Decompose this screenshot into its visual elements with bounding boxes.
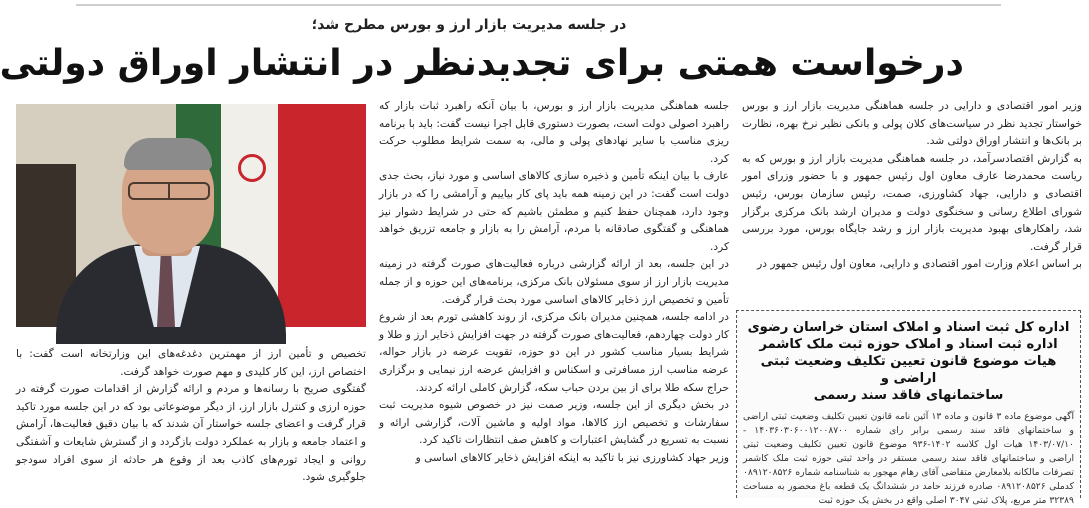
article-column-left xyxy=(16,346,366,496)
paragraph: در بخش دیگری از این جلسه، وزیر صمت نیز در خصوص شیوه مدیریت ثبت سفارشات و تخصیص ارز کالاها، مواد اولیه و ماشین آلات، گزارشی ارائه و نسبت به تسریع در گشایش اعتبارات و کاهش صف انتظارات تاکید کرد. xyxy=(379,399,729,447)
paragraph: بر اساس اعلام وزارت امور اقتصادی و دارایی، معاون اول رئیس جمهور در xyxy=(757,258,1082,271)
top-rule xyxy=(76,4,1001,6)
paragraph: گفتگوی صریح با رسانه‌ها و مردم و ارائه گزارش از اقدامات صورت گرفته در حوزه ارزی و کنترل بازار ارز، از دیگر موضوعاتی بود که در این جلسه مورد تاکید قرار گرفت و اعضای جلسه خواستار آن شدند که با بیان دقیق فعالیت‌ها، آرامش و اعتماد جامعه و بازار به عملکرد دولت بازگردد و از گسترش شایعات و آشفتگی روانی و ایجاد تورم‌های کاذب بعد از وقوع هر حادثه از سوی افراد سودجو جلوگیری شود. xyxy=(16,383,366,484)
notice-title-line: اداره کل ثبت اسناد و املاک استان خراسان رضوی xyxy=(747,320,1070,335)
paragraph: به گزارش اقتصادسرآمد، در جلسه هماهنگی مدیریت بازار ارز و بورس که به ریاست محمدرضا عارف معاون اول رئیس جمهور و با حضور وزرای امور اقتصادی و دارایی، جهاد کشاورزی، صمت، رئیس سازمان بورس، رئیس شورای اطلاع رسانی و سخنگوی دولت و مدیران ارشد بانک مرکزی برگزار شد، راهکارهای بهبود مدیریت بازار ارز و رشد جایگاه بورس، مورد بررسی قرار گرفت. xyxy=(742,152,1082,253)
article-headline: درخواست همتی برای تجدیدنظر در انتشار اوراق دولتی xyxy=(0,43,964,84)
paragraph: جلسه هماهنگی مدیریت بازار ارز و بورس، با بیان آنکه راهبرد ثبات بازار که راهبرد اصولی دولت است، بصورت دستوری قابل اجرا نیست گفت: باید با برنامه ریزی مناسب با سایر نهادهای پولی و مالی، به سمت شرایط مطلوب حرکت کرد. xyxy=(379,100,729,165)
notice-title-line: هیات موضوع قانون تعیین تکلیف وضعیت ثبتی اراضی و xyxy=(760,354,1057,386)
paragraph: وزیر جهاد کشاورزی نیز با تاکید به اینکه افزایش ذخایر کالاهای اساسی و xyxy=(415,451,729,464)
article-column-right xyxy=(742,98,1082,294)
notice-title-line: ساختمانهای فاقد سند رسمی xyxy=(813,388,1004,403)
flag-emblem-icon xyxy=(238,154,266,182)
flag-red-stripe xyxy=(278,104,366,327)
paragraph: وزیر امور اقتصادی و دارایی در جلسه هماهنگی مدیریت بازار ارز و بورس خواستار تجدید نظر در سیاست‌های کلان پولی و بانکی نظیر نرخ بهره، نظارت بر بانک‌ها و انتشار اوراق دولتی شد. xyxy=(742,100,1082,148)
person-hair xyxy=(124,138,212,170)
article-photo xyxy=(16,104,366,327)
article-column-middle xyxy=(379,98,729,494)
legal-notice-box xyxy=(736,310,1081,506)
notice-body: آگهی موضوع ماده ۳ قانون و ماده ۱۳ آئین نامه قانون تعیین تکلیف وضعیت ثبتی اراضی و ساختمانهای فاقد سند رسمی برابر رای شماره ۱۴۰۳۶۰۳۰۶۰۰۱۲۰۰۸۷۰۰ - ۱۴۰۳/۰۷/۱۰ هیات اول کلاسه ۱۴۰۲-۹۳۶ موضوع قانون تعیین تکلیف وضعیت ثبتی اراضی و ساختمانهای فاقد سند رسمی مستقر در واحد ثبتی حوزه ثبت ملک کاشمر تصرفات مالکانه بلامعارض متقاضی آقای رهام مهجور به شناسنامه شماره ۰۸۹۱۲۰۸۵۲۶ کدملی ۰۸۹۱۲۰۸۵۲۶ صادره فرزند حامد در ششدانگ یک قطعه باغ محصور به مساحت ۳۲۳۸۹ متر مربع، پلاک ثبتی ۳۰۴۷ اصلی واقع در بخش یک حوزه ثبت xyxy=(743,411,1074,506)
paragraph: در این جلسه، بعد از ارائه گزارشی درباره فعالیت‌های صورت گرفته در زمینه مدیریت بازار ارز از سوی مسئولان بانک مرکزی، برنامه‌های این حوزه و از جمله تأمین و تخصیص ارز ذخایر کالاهای اساسی مورد بحث قرار گرفت. xyxy=(379,258,729,306)
article-kicker: در جلسه مدیریت بازار ارز و بورس مطرح شد؛ xyxy=(311,17,627,33)
notice-title xyxy=(743,319,1074,404)
notice-title-line: اداره ثبت اسناد و املاک حوزه ثبت ملک کاشمر xyxy=(759,337,1058,352)
paragraph: تخصیص و تأمین ارز از مهمترین دغدغه‌های این وزارتخانه است گفت: با اختصاص ارز، این کار کلیدی و مهم صورت خواهد گرفت. xyxy=(16,348,366,378)
paragraph: در ادامه جلسه، همچنین مدیران بانک مرکزی، از روند کاهشی تورم بعد از شروع کار دولت چهاردهم، فعالیت‌های صورت گرفته در جهت افزایش ذخایر ارز و طلا و شرایط بسیار مناسب کشور در این دو حوزه، تقویت عرضه در بازار حواله، عرضه مناسب ارز مسافرتی و اسکناس و افزایش عرضه ارز نیمایی و برگزاری حراج سکه طلا برای از بین بردن حباب سکه، گزارش کاملی ارائه کردند. xyxy=(379,311,729,394)
glasses-icon xyxy=(128,182,210,200)
paragraph: عارف با بیان اینکه تأمین و ذخیره سازی کالاهای اساسی و مورد نیاز، بحث جدی دولت است گفت: در این زمینه همه باید پای کار بیاییم و آرامشی را که در بازار وجود دارد، همچنان حفظ کنیم و مطمئن باشیم که حتی در شرایط دشوار نیز هماهنگی و گفتگوی صادقانه با مردم، آرامش را به بازار و جامعه تزریق خواهد کرد. xyxy=(379,170,729,253)
